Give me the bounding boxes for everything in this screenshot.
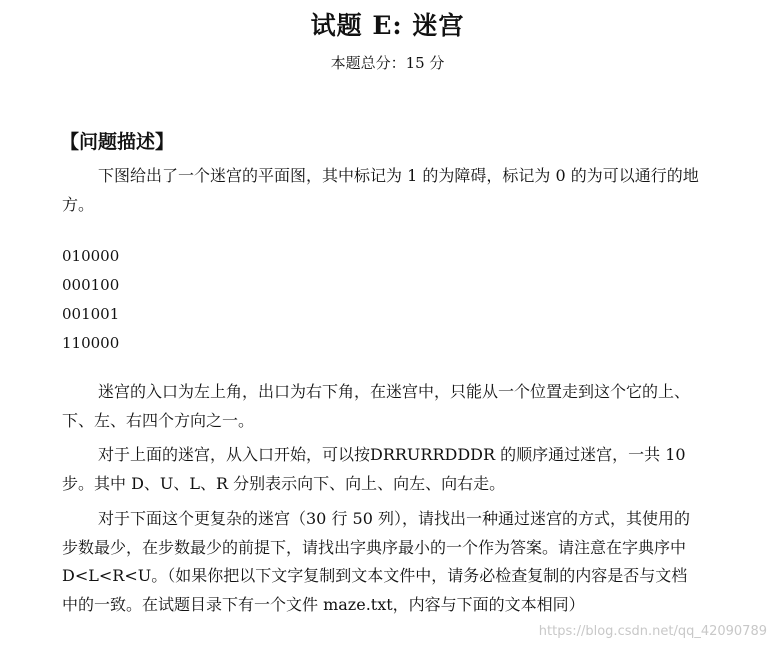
score-subtitle: 本题总分：15 分 — [330, 54, 445, 72]
problem-title: 试题 E: 迷宫 — [310, 11, 465, 40]
maze-row: 001001 — [62, 305, 120, 323]
section-heading: 【问题描述】 — [60, 131, 175, 153]
description-paragraph-3: 对于上面的迷宫，从入口开始，可以按DRRURRDDDR 的顺序通过迷宫，一共 10 步。其中 D、U、L、R 分别表示向下、向上、向左、向右走。 — [62, 445, 686, 493]
maze-row: 000100 — [62, 276, 120, 294]
maze-grid — [62, 242, 119, 358]
description-paragraph-4: 对于下面这个更复杂的迷宫（30 行 50 列），请找出一种通过迷宫的方式，其使用的步数最少，在步数最少的前提下，请找出字典序最小的一个作为答案。请注意在字典序中D<L<R<U。（如果你把以下文字复制到文本文件中，请务必检查复制的内容是否与文档中的一致。在试题目录下有一个文件 maze.txt，内容与下面的文本相同） — [62, 509, 690, 614]
description-paragraph-1: 下图给出了一个迷宫的平面图，其中标记为 1 的为障碍，标记为 0 的为可以通行的地方。 — [62, 166, 699, 214]
maze-row: 010000 — [62, 247, 120, 265]
watermark-url: https://blog.csdn.net/qq_42090789 — [538, 624, 767, 639]
description-paragraph-2: 迷宫的入口为左上角，出口为右下角，在迷宫中，只能从一个位置走到这个它的上、下、左、右四个方向之一。 — [62, 382, 691, 430]
maze-row: 110000 — [62, 334, 120, 352]
